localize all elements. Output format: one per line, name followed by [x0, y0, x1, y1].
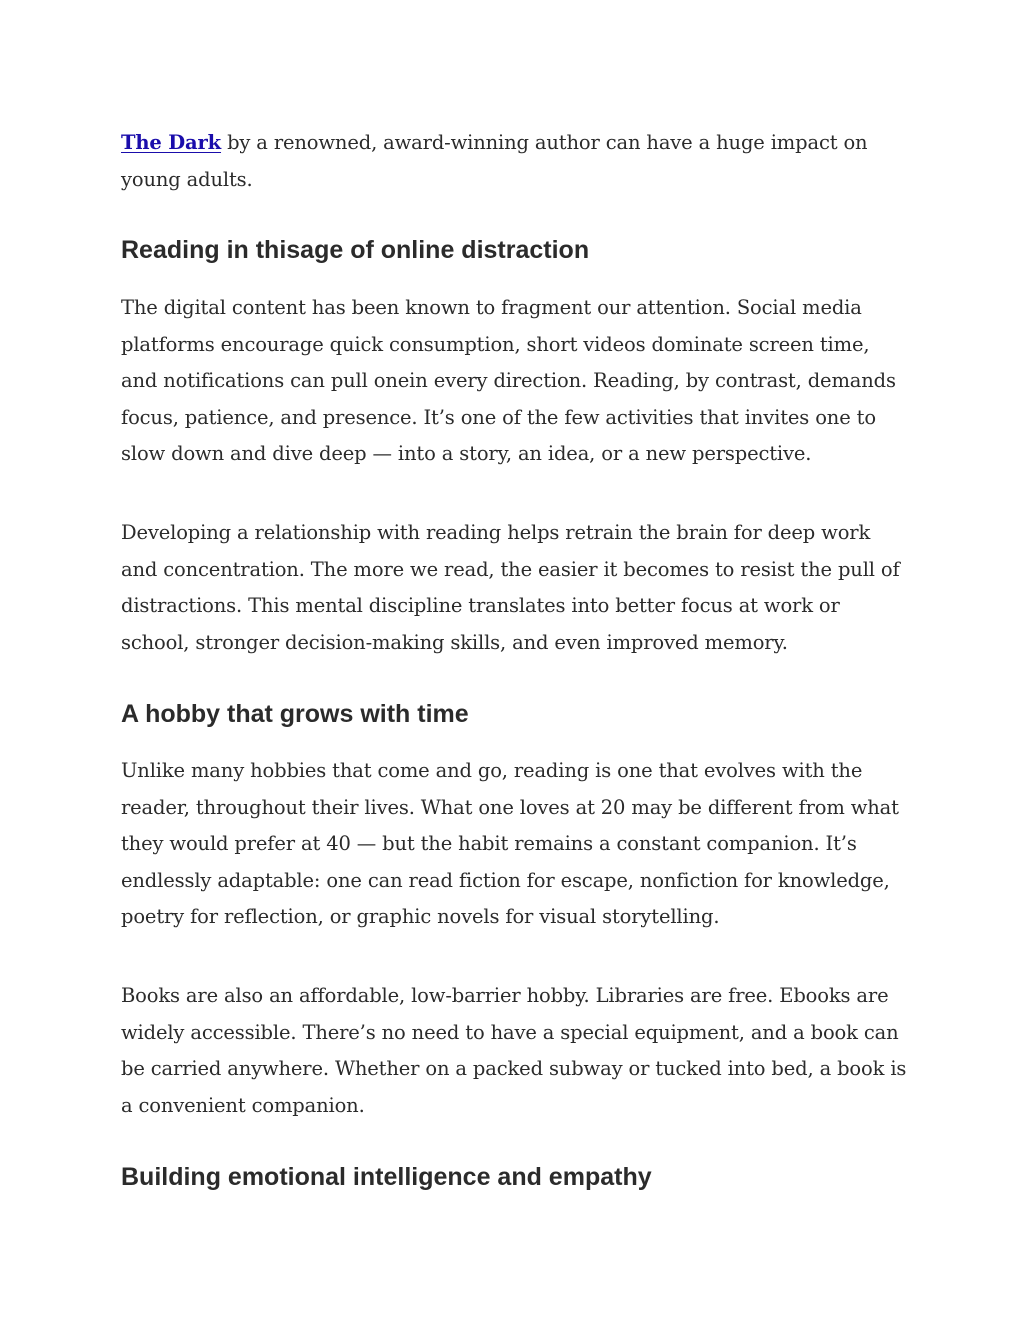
section-heading-emotional-intelligence: Building emotional intelligence and empathy	[121, 1163, 652, 1191]
paragraph-evolving-hobby: Unlike many hobbies that come and go, reading is one that evolves with the reader, throughout their lives. What one loves at 20 may be different from what they would prefer at 40 — but the habit remains a constant companion. It’s endlessly adaptable: one can read fiction for escape, nonfiction for knowledge, poetry for reflection, or graphic novels for visual storytelling.	[121, 759, 899, 928]
paragraph-relationship-reading: Developing a relationship with reading helps retrain the brain for deep work and concentration. The more we read, the easier it becomes to resist the pull of distractions. This mental discipline translates into better focus at work or school, stronger decision-making skills, and even improved memory.	[121, 521, 900, 654]
intro-text: by a renowned, award-winning author can have a huge impact on young adults.	[121, 131, 868, 191]
the-dark-link[interactable]: The Dark	[121, 131, 222, 154]
paragraph-affordable-hobby: Books are also an affordable, low-barrier hobby. Libraries are free. Ebooks are widely accessible. There’s no need to have a special equipment, and a book can be carried anywhere. Whether on a packed subway or tucked into bed, a book is a convenient companion.	[121, 984, 907, 1117]
section-heading-reading-distraction: Reading in thisage of online distraction	[121, 236, 590, 264]
paragraph-digital-content: The digital content has been known to fragment our attention. Social media platforms encourage quick consumption, short videos dominate screen time, and notifications can pull onein every direction. Reading, by contrast, demands focus, patience, and presence. It’s one of the few activities that invites one to slow down and dive deep — into a story, an idea, or a new perspective.	[121, 296, 896, 465]
section-heading-hobby-grows: A hobby that grows with time	[121, 700, 469, 728]
intro-paragraph	[121, 125, 911, 198]
